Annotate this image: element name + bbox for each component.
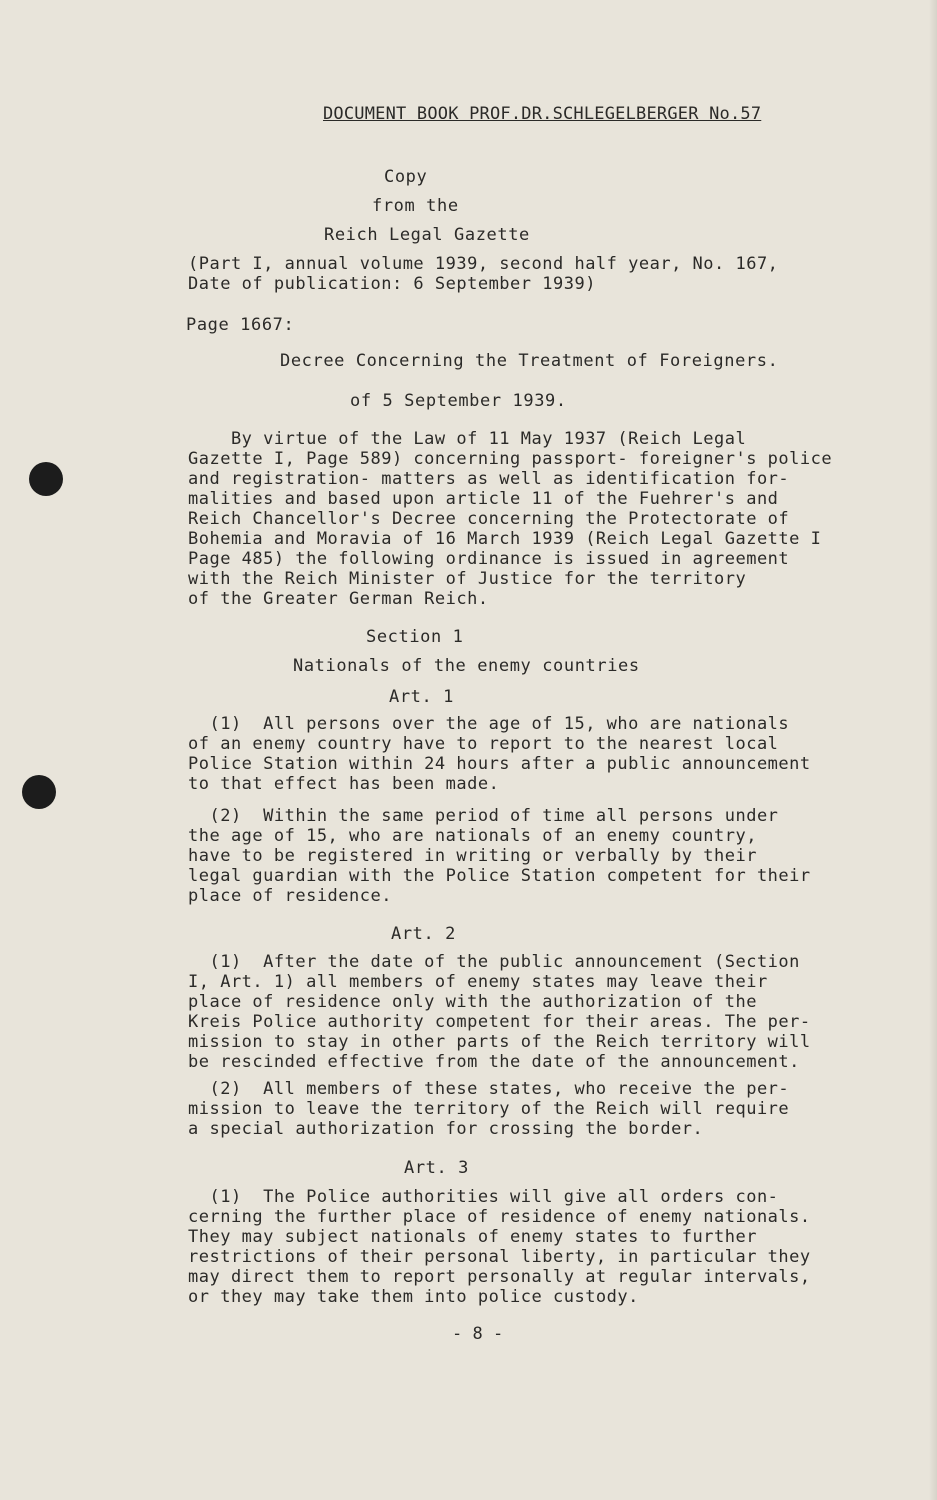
decree-title: Decree Concerning the Treatment of Foreigners. bbox=[280, 351, 779, 371]
page-edge-shadow bbox=[929, 0, 937, 1500]
punch-hole-bottom bbox=[22, 775, 56, 809]
title-copy: Copy bbox=[384, 167, 428, 187]
art-2-paragraph-2: (2) All members of these states, who receive the per- mission to leave the territory of the Reich will require a special authorization for crossing the border. bbox=[188, 1079, 790, 1139]
art-2-paragraph-1: (1) After the date of the public announcement (Section I, Art. 1) all members of enemy states may leave their place of residence only with the authorization of the Kreis Police authority competent for their areas. The per- mission to stay in other parts of the Reich territory will be rescinded effective from the date of the announcement. bbox=[188, 952, 811, 1072]
art-1-paragraph-2: (2) Within the same period of time all persons under the age of 15, who are nationals of an enemy country, have to be registered in writing or verbally by their legal guardian with the Police Station competent for their place of residence. bbox=[188, 806, 811, 906]
page-number: - 8 - bbox=[452, 1324, 504, 1344]
document-header: DOCUMENT BOOK PROF.DR.SCHLEGELBERGER No.57 bbox=[323, 104, 762, 124]
publication-info: (Part I, annual volume 1939, second half year, No. 167, Date of publication: 6 September 1939) bbox=[188, 254, 779, 294]
preamble-paragraph: By virtue of the Law of 11 May 1937 (Reich Legal Gazette I, Page 589) concerning passport- foreigner's police and registration- matters as well as identification for- malities and based upon article 11 of the Fuehrer's and Reich Chancellor's Decree concerning the Protectorate of Bohemia and Moravia of 16 March 1939 (Reich Legal Gazette I Page 485) the following ordinance is issued in agreement with the Reich Minister of Justice for the territory of the Greater German Reich. bbox=[188, 429, 833, 609]
title-gazette: Reich Legal Gazette bbox=[324, 225, 530, 245]
page-reference: Page 1667: bbox=[186, 315, 295, 335]
art-1-heading: Art. 1 bbox=[389, 687, 455, 707]
section-1-heading: Section 1 bbox=[366, 627, 464, 647]
art-2-heading: Art. 2 bbox=[391, 924, 457, 944]
section-1-subheading: Nationals of the enemy countries bbox=[293, 656, 640, 676]
art-3-heading: Art. 3 bbox=[404, 1158, 470, 1178]
art-1-paragraph-1: (1) All persons over the age of 15, who are nationals of an enemy country have to report to the nearest local Police Station within 24 hours after a public announcement to that effect has been made. bbox=[188, 714, 811, 794]
art-3-paragraph-1: (1) The Police authorities will give all orders con- cerning the further place of residence of enemy nationals. They may subject nationals of enemy states to further restrictions of their personal liberty, in particular they may direct them to report personally at regular intervals, or they may take them into police custody. bbox=[188, 1187, 811, 1307]
decree-date: of 5 September 1939. bbox=[350, 391, 567, 411]
punch-hole-top bbox=[29, 462, 63, 496]
title-from: from the bbox=[372, 196, 459, 216]
